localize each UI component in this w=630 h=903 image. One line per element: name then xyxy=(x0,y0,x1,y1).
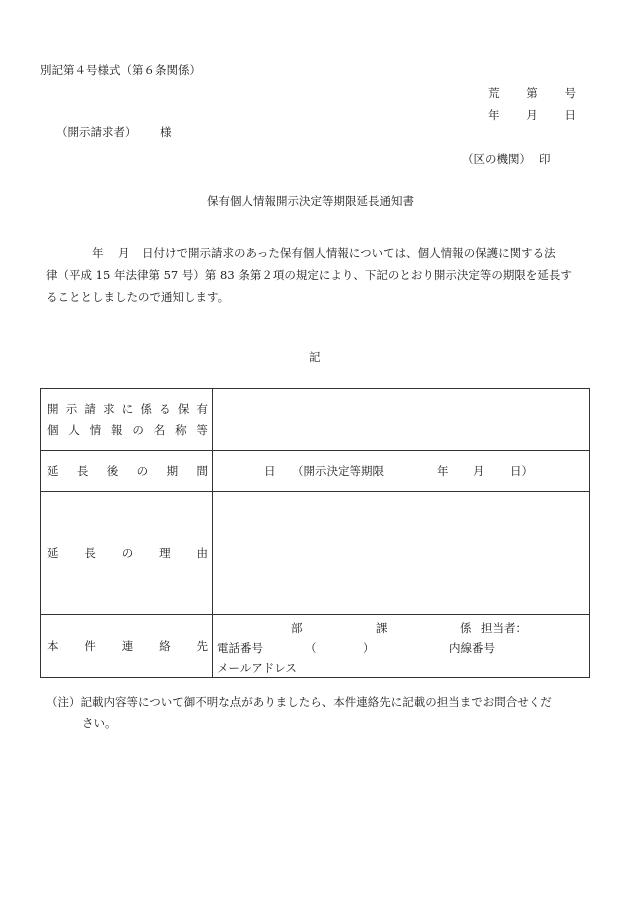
issuer: （区の機関） xyxy=(462,152,531,166)
label-extension-reason: 延 長 の 理 由 xyxy=(41,492,213,615)
date-month: 月 xyxy=(526,108,538,122)
addressee: （開示請求者） xyxy=(56,125,137,139)
body-month: 月 xyxy=(118,246,130,260)
body-line-2: 律（平成 15 年法律第 57 号）第 83 条第２項の規定により、下記のとおり開示決定等の期限を延長す xyxy=(46,268,572,282)
body-line-1: 日付けで開示請求のあった保有個人情報については、個人情報の保護に関する法 xyxy=(142,246,556,260)
seal: 印 xyxy=(539,152,551,166)
contact-email: メールアドレス xyxy=(217,661,297,675)
honorific: 様 xyxy=(160,125,172,139)
label-requested-info-line1: 開 示 請 求 に 係 る 保 有 xyxy=(47,402,208,416)
row-requested-info xyxy=(41,389,590,451)
label-requested-info-line2: 個 人 情 報 の 名 称 等 xyxy=(47,423,208,437)
document-number-line xyxy=(488,85,576,101)
row-extension-reason xyxy=(41,492,590,615)
contact-paren-open: （ xyxy=(305,641,317,655)
label-requested-info xyxy=(41,389,213,451)
details-table xyxy=(40,388,590,678)
period-day: 日 xyxy=(264,464,276,478)
value-extension-reason[interactable] xyxy=(213,492,590,615)
body-year: 年 xyxy=(92,246,104,260)
value-contact[interactable] xyxy=(213,615,590,678)
contact-unit: 係 xyxy=(460,621,472,635)
document-title: 保有個人情報開示決定等期限延長通知書 xyxy=(207,194,414,208)
number-go: 号 xyxy=(564,86,576,100)
date-line xyxy=(488,107,576,123)
form-number: 別記第４号様式（第６条関係） xyxy=(40,63,201,77)
period-month: 月 xyxy=(473,464,485,478)
row-contact xyxy=(41,615,590,678)
label-extended-period: 延 長 後 の 期 間 xyxy=(41,451,213,492)
body-line-3: ることとしましたので通知します。 xyxy=(46,290,230,304)
note-line-1: （注）記載内容等について御不明な点がありましたら、本件連絡先に記載の担当までお問合せくだ xyxy=(46,695,552,709)
contact-phone: 電話番号 xyxy=(217,641,263,655)
note-line-2: さい。 xyxy=(82,716,117,730)
value-extended-period[interactable] xyxy=(213,451,590,492)
ki-heading: 記 xyxy=(309,350,321,364)
row-extended-period xyxy=(41,451,590,492)
period-close: 日） xyxy=(510,464,533,478)
contact-dept: 部 xyxy=(291,621,303,635)
value-requested-info[interactable] xyxy=(213,389,590,451)
contact-paren-close: ） xyxy=(363,641,375,655)
contact-extension: 内線番号 xyxy=(449,641,495,655)
contact-section: 課 xyxy=(376,621,388,635)
period-year: 年 xyxy=(437,464,449,478)
contact-person: 担当者： xyxy=(481,621,527,635)
period-paren-label: （開示決定等期限 xyxy=(292,464,384,478)
number-dai: 第 xyxy=(526,86,538,100)
label-contact: 本 件 連 絡 先 xyxy=(41,615,213,678)
date-day: 日 xyxy=(564,108,576,122)
date-year: 年 xyxy=(488,108,500,122)
number-prefix: 荒 xyxy=(488,86,500,100)
